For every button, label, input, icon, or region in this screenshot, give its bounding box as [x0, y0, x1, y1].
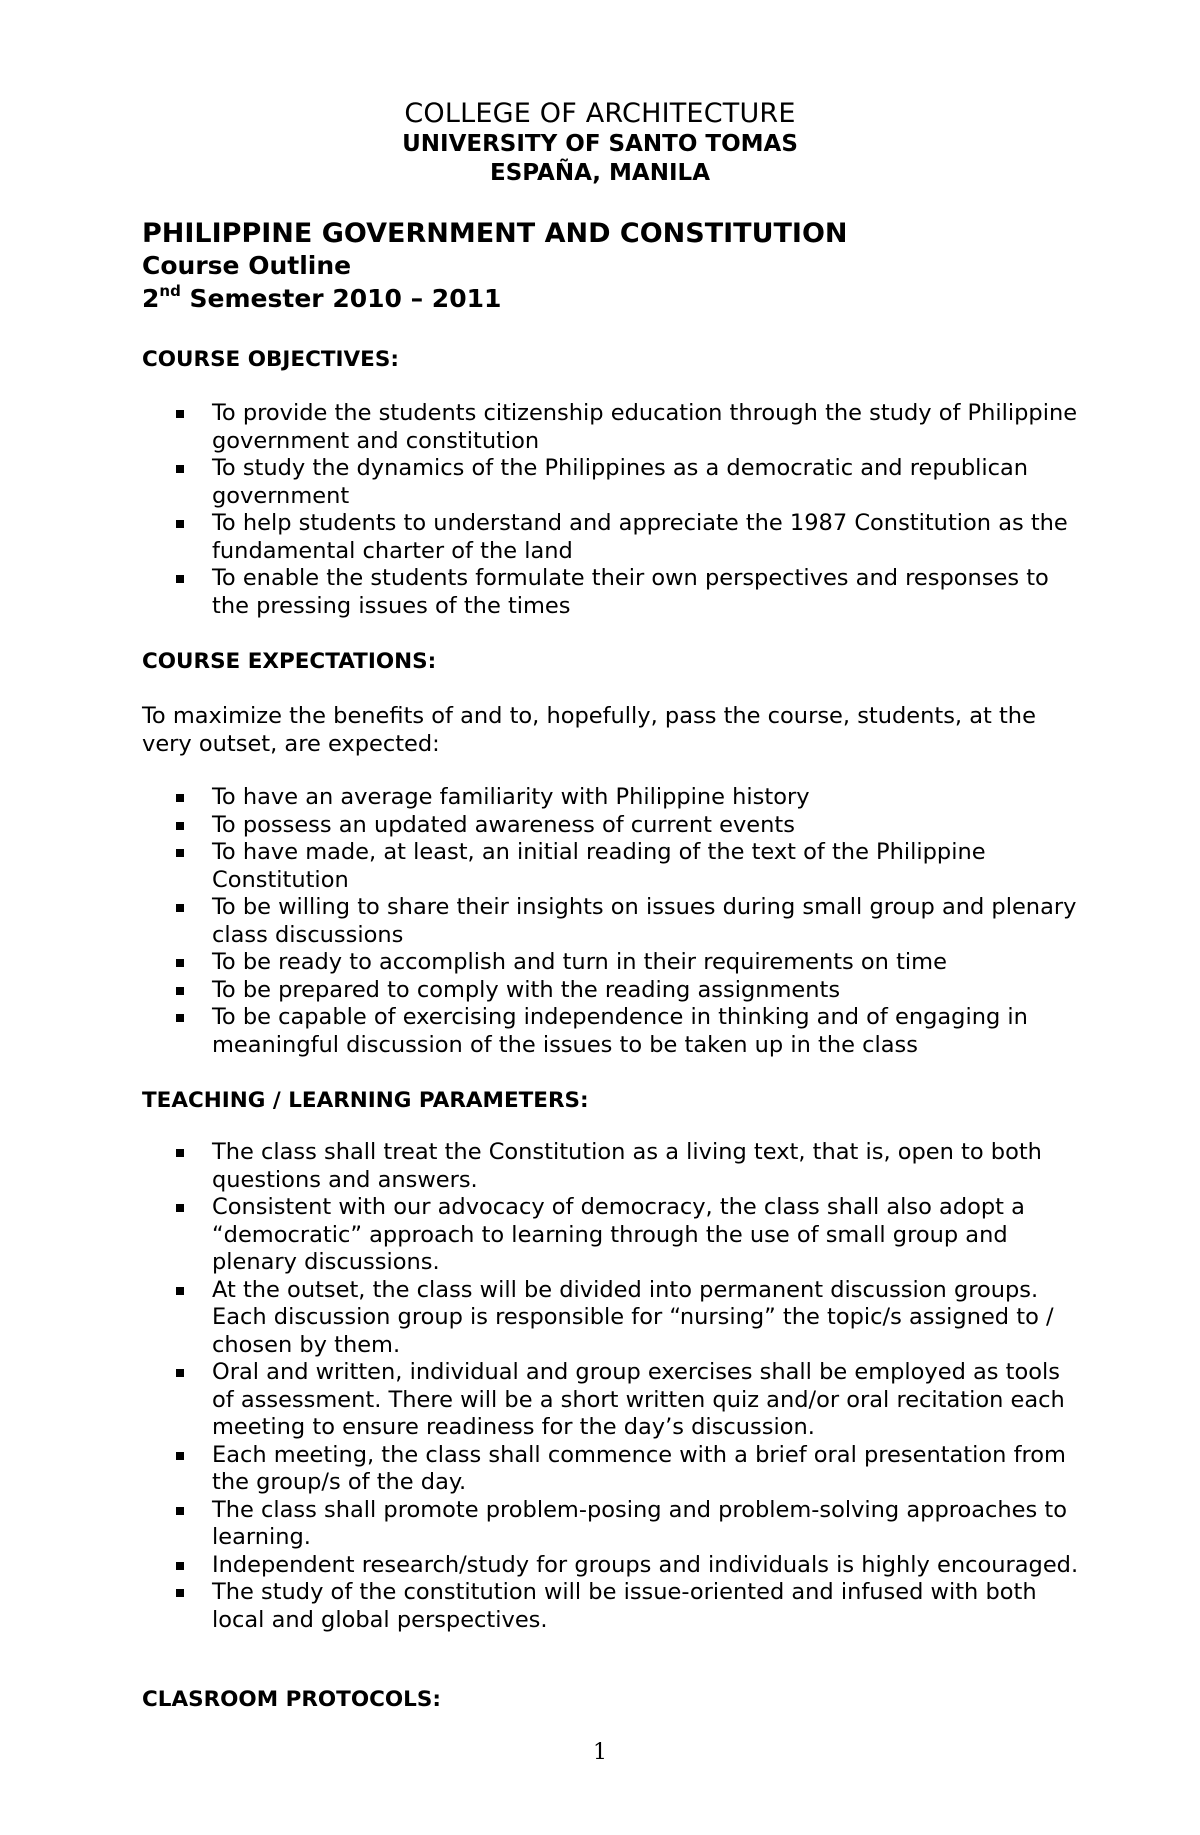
bullet-icon [176, 465, 184, 473]
bullet-icon [176, 987, 184, 995]
college-name: COLLEGE OF ARCHITECTURE [404, 98, 796, 129]
bullet-icon [176, 794, 184, 802]
list-item: To study the dynamics of the Philippines as a democratic and republican government [142, 455, 1082, 510]
list-item: To possess an updated awareness of current events [142, 812, 1082, 840]
expectations-heading: COURSE EXPECTATIONS: [142, 649, 437, 674]
list-item: Consistent with our advocacy of democracy, the class shall also adopt a “democratic” approach to learning through the use of small group and plenary discussions. [142, 1194, 1082, 1277]
semester-line [142, 283, 1082, 315]
protocols-heading: CLASROOM PROTOCOLS: [142, 1687, 441, 1712]
expectations-list [142, 784, 1082, 1059]
bullet-icon [176, 1589, 184, 1597]
course-title: PHILIPPINE GOVERNMENT AND CONSTITUTION [142, 218, 848, 249]
course-subtitle: Course Outline [142, 251, 352, 280]
list-item: To be capable of exercising independence in thinking and of engaging in meaningful discussion of the issues to be taken up in the class [142, 1004, 1082, 1059]
objectives-list [142, 400, 1082, 620]
bullet-icon [176, 1014, 184, 1022]
list-item: Independent research/study for groups and individuals is highly encouraged. [142, 1552, 1082, 1580]
semester-ordinal: nd [159, 282, 181, 300]
list-item: At the outset, the class will be divided into permanent discussion groups. Each discussion group is responsible for “nursing” the topic/s assigned to / chosen by them. [142, 1277, 1082, 1360]
parameters-list [142, 1139, 1082, 1634]
bullet-icon [176, 1204, 184, 1212]
list-item: To have made, at least, an initial reading of the text of the Philippine Constitution [142, 839, 1082, 894]
bullet-icon [176, 1507, 184, 1515]
bullet-icon [176, 1452, 184, 1460]
parameters-heading: TEACHING / LEARNING PARAMETERS: [142, 1088, 589, 1113]
bullet-icon [176, 575, 184, 583]
university-location: ESPAÑA, MANILA [490, 160, 710, 186]
semester-text: Semester 2010 – 2011 [180, 284, 502, 313]
bullet-icon [176, 410, 184, 418]
list-item: To have an average familiarity with Philippine history [142, 784, 1082, 812]
list-item: To help students to understand and appreciate the 1987 Constitution as the fundamental charter of the land [142, 510, 1082, 565]
page-number: 1 [593, 1740, 607, 1765]
bullet-icon [176, 1287, 184, 1295]
list-item: To be willing to share their insights on issues during small group and plenary class discussions [142, 894, 1082, 949]
university-name: UNIVERSITY OF SANTO TOMAS [402, 131, 798, 157]
bullet-icon [176, 1149, 184, 1157]
list-item: Oral and written, individual and group exercises shall be employed as tools of assessment. There will be a short written quiz and/or oral recitation each meeting to ensure readiness for the day’s discussion. [142, 1359, 1082, 1442]
bullet-icon [176, 822, 184, 830]
list-item: To be ready to accomplish and turn in their requirements on time [142, 949, 1082, 977]
objectives-heading: COURSE OBJECTIVES: [142, 347, 399, 372]
bullet-icon [176, 520, 184, 528]
expectations-intro: To maximize the benefits of and to, hopefully, pass the course, students, at the very outset, are expected: [142, 703, 1036, 757]
list-item: To provide the students citizenship education through the study of Philippine government and constitution [142, 400, 1082, 455]
list-item: The study of the constitution will be issue-oriented and infused with both local and global perspectives. [142, 1579, 1082, 1634]
bullet-icon [176, 1562, 184, 1570]
list-item: To be prepared to comply with the reading assignments [142, 977, 1082, 1005]
list-item: To enable the students formulate their own perspectives and responses to the pressing issues of the times [142, 565, 1082, 620]
bullet-icon [176, 959, 184, 967]
list-item: The class shall promote problem-posing and problem-solving approaches to learning. [142, 1497, 1082, 1552]
semester-number: 2 [142, 284, 160, 313]
bullet-icon [176, 1369, 184, 1377]
bullet-icon [176, 849, 184, 857]
bullet-icon [176, 904, 184, 912]
list-item: Each meeting, the class shall commence with a brief oral presentation from the group/s of the day. [142, 1442, 1082, 1497]
list-item: The class shall treat the Constitution as a living text, that is, open to both questions and answers. [142, 1139, 1082, 1194]
